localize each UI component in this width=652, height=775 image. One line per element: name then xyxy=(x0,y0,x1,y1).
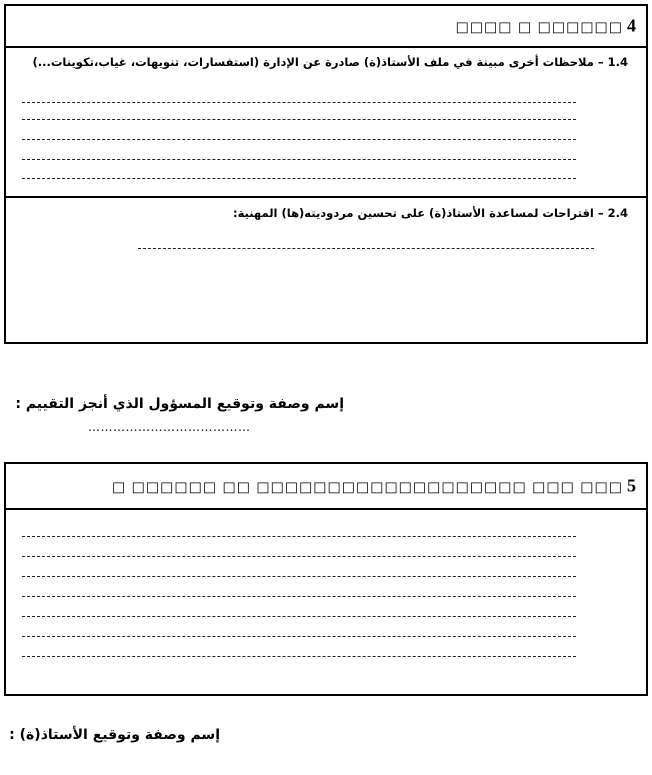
answer-line[interactable] xyxy=(22,616,576,617)
evaluator-signature-label: إسم وصفة وتوقيع المسؤول الذي أنجز التقييم : xyxy=(15,396,344,412)
answer-line[interactable] xyxy=(22,656,576,657)
question-4-2-title: 2.4 – اقتراحات لمساعدة الأستاذ(ة) على تحسين مردوديته(ها) المهنية: xyxy=(232,206,628,220)
answer-line[interactable] xyxy=(22,102,576,103)
answer-line[interactable] xyxy=(138,248,594,249)
answer-line[interactable] xyxy=(22,139,576,140)
section-4-number: 4 xyxy=(627,15,636,36)
evaluator-signature-dots[interactable]: ………………………………… xyxy=(88,420,251,434)
answer-line[interactable] xyxy=(22,119,576,120)
section-5-heading xyxy=(112,476,636,497)
answer-line[interactable] xyxy=(22,576,576,577)
answer-line[interactable] xyxy=(22,536,576,537)
answer-line[interactable] xyxy=(22,159,576,160)
section-5-number: 5 xyxy=(627,475,636,496)
question-4-1-title: 1.4 – ملاحظات أخرى مبينة في ملف الأستاذ(ة) صادرة عن الإدارة (استفسارات، تنويهات، غياب،تكوينات...) xyxy=(32,55,628,69)
teacher-signature-label: إسم وصفة وتوقيع الأستاذ(ة) : xyxy=(9,727,220,743)
question-4-2 xyxy=(6,196,646,342)
section-5-body xyxy=(6,510,646,694)
section-5-header xyxy=(6,464,646,510)
section-4-heading xyxy=(456,16,636,37)
answer-line[interactable] xyxy=(22,596,576,597)
question-4-1 xyxy=(6,48,646,196)
section-5-title-glyphs: □□□ □□□ □□□□□□□□□□□□□□□□□□□ □□ □□□□□□ □ xyxy=(112,479,623,496)
section-4-header xyxy=(6,6,646,48)
section-4-box xyxy=(4,4,648,344)
answer-line[interactable] xyxy=(22,556,576,557)
answer-line[interactable] xyxy=(22,178,576,179)
section-5-box xyxy=(4,462,648,696)
section-4-title-glyphs: □□□□□□ □ □□□□ xyxy=(455,19,623,36)
answer-line[interactable] xyxy=(22,636,576,637)
